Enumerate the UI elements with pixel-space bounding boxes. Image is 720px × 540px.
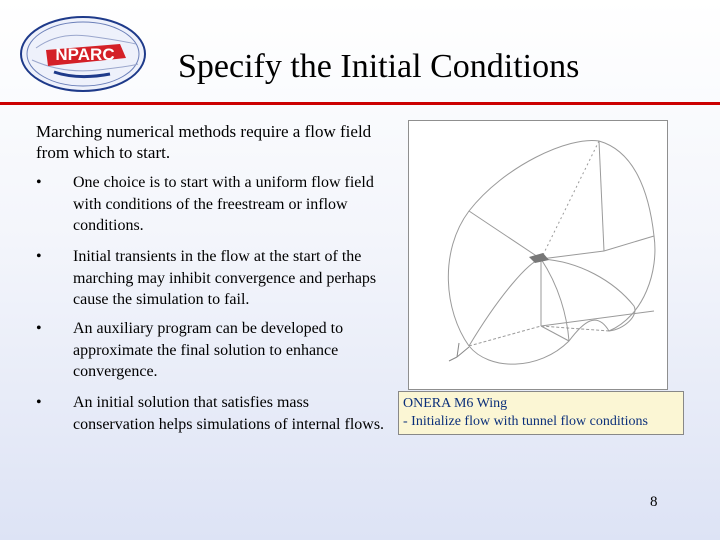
page-number: 8 <box>650 494 658 510</box>
nparc-logo-graphic <box>18 14 148 94</box>
slide-title: Specify the Initial Conditions <box>178 48 580 85</box>
bullet-item <box>36 172 386 237</box>
title-divider <box>0 102 720 105</box>
bullet-text: An initial solution that satisfies mass conservation helps simulations of internal flows. <box>73 394 385 433</box>
bullet-marker: • <box>36 174 42 191</box>
wing-shape <box>529 253 549 263</box>
bullet-marker: • <box>36 248 42 265</box>
figure-caption <box>398 391 684 435</box>
bullet-marker: • <box>36 394 42 411</box>
bullet-item <box>36 246 386 311</box>
bullet-text: An auxiliary program can be developed to approximate the final solution to enhance convergence. <box>73 320 344 380</box>
bullet-item <box>36 318 386 383</box>
caption-title: ONERA M6 Wing <box>403 396 508 411</box>
intro-text: Marching numerical methods require a flow field from which to start. <box>36 122 372 162</box>
bullet-marker: • <box>36 320 42 337</box>
axis-triad-icon <box>449 343 469 361</box>
bullet-item <box>36 392 386 435</box>
logo-text: NPARC <box>55 45 115 64</box>
bullet-text: Initial transients in the flow at the start of the marching may inhibit convergence and perhaps cause the simulation to fail. <box>73 248 377 308</box>
nparc-logo <box>18 14 148 94</box>
wing-grid-drawing <box>409 121 667 389</box>
caption-subtitle: - Initialize flow with tunnel flow conditions <box>403 414 648 429</box>
bullet-text: One choice is to start with a uniform flow field with conditions of the freestream or inflow conditions. <box>73 174 374 234</box>
onera-m6-wing-figure <box>408 120 668 390</box>
